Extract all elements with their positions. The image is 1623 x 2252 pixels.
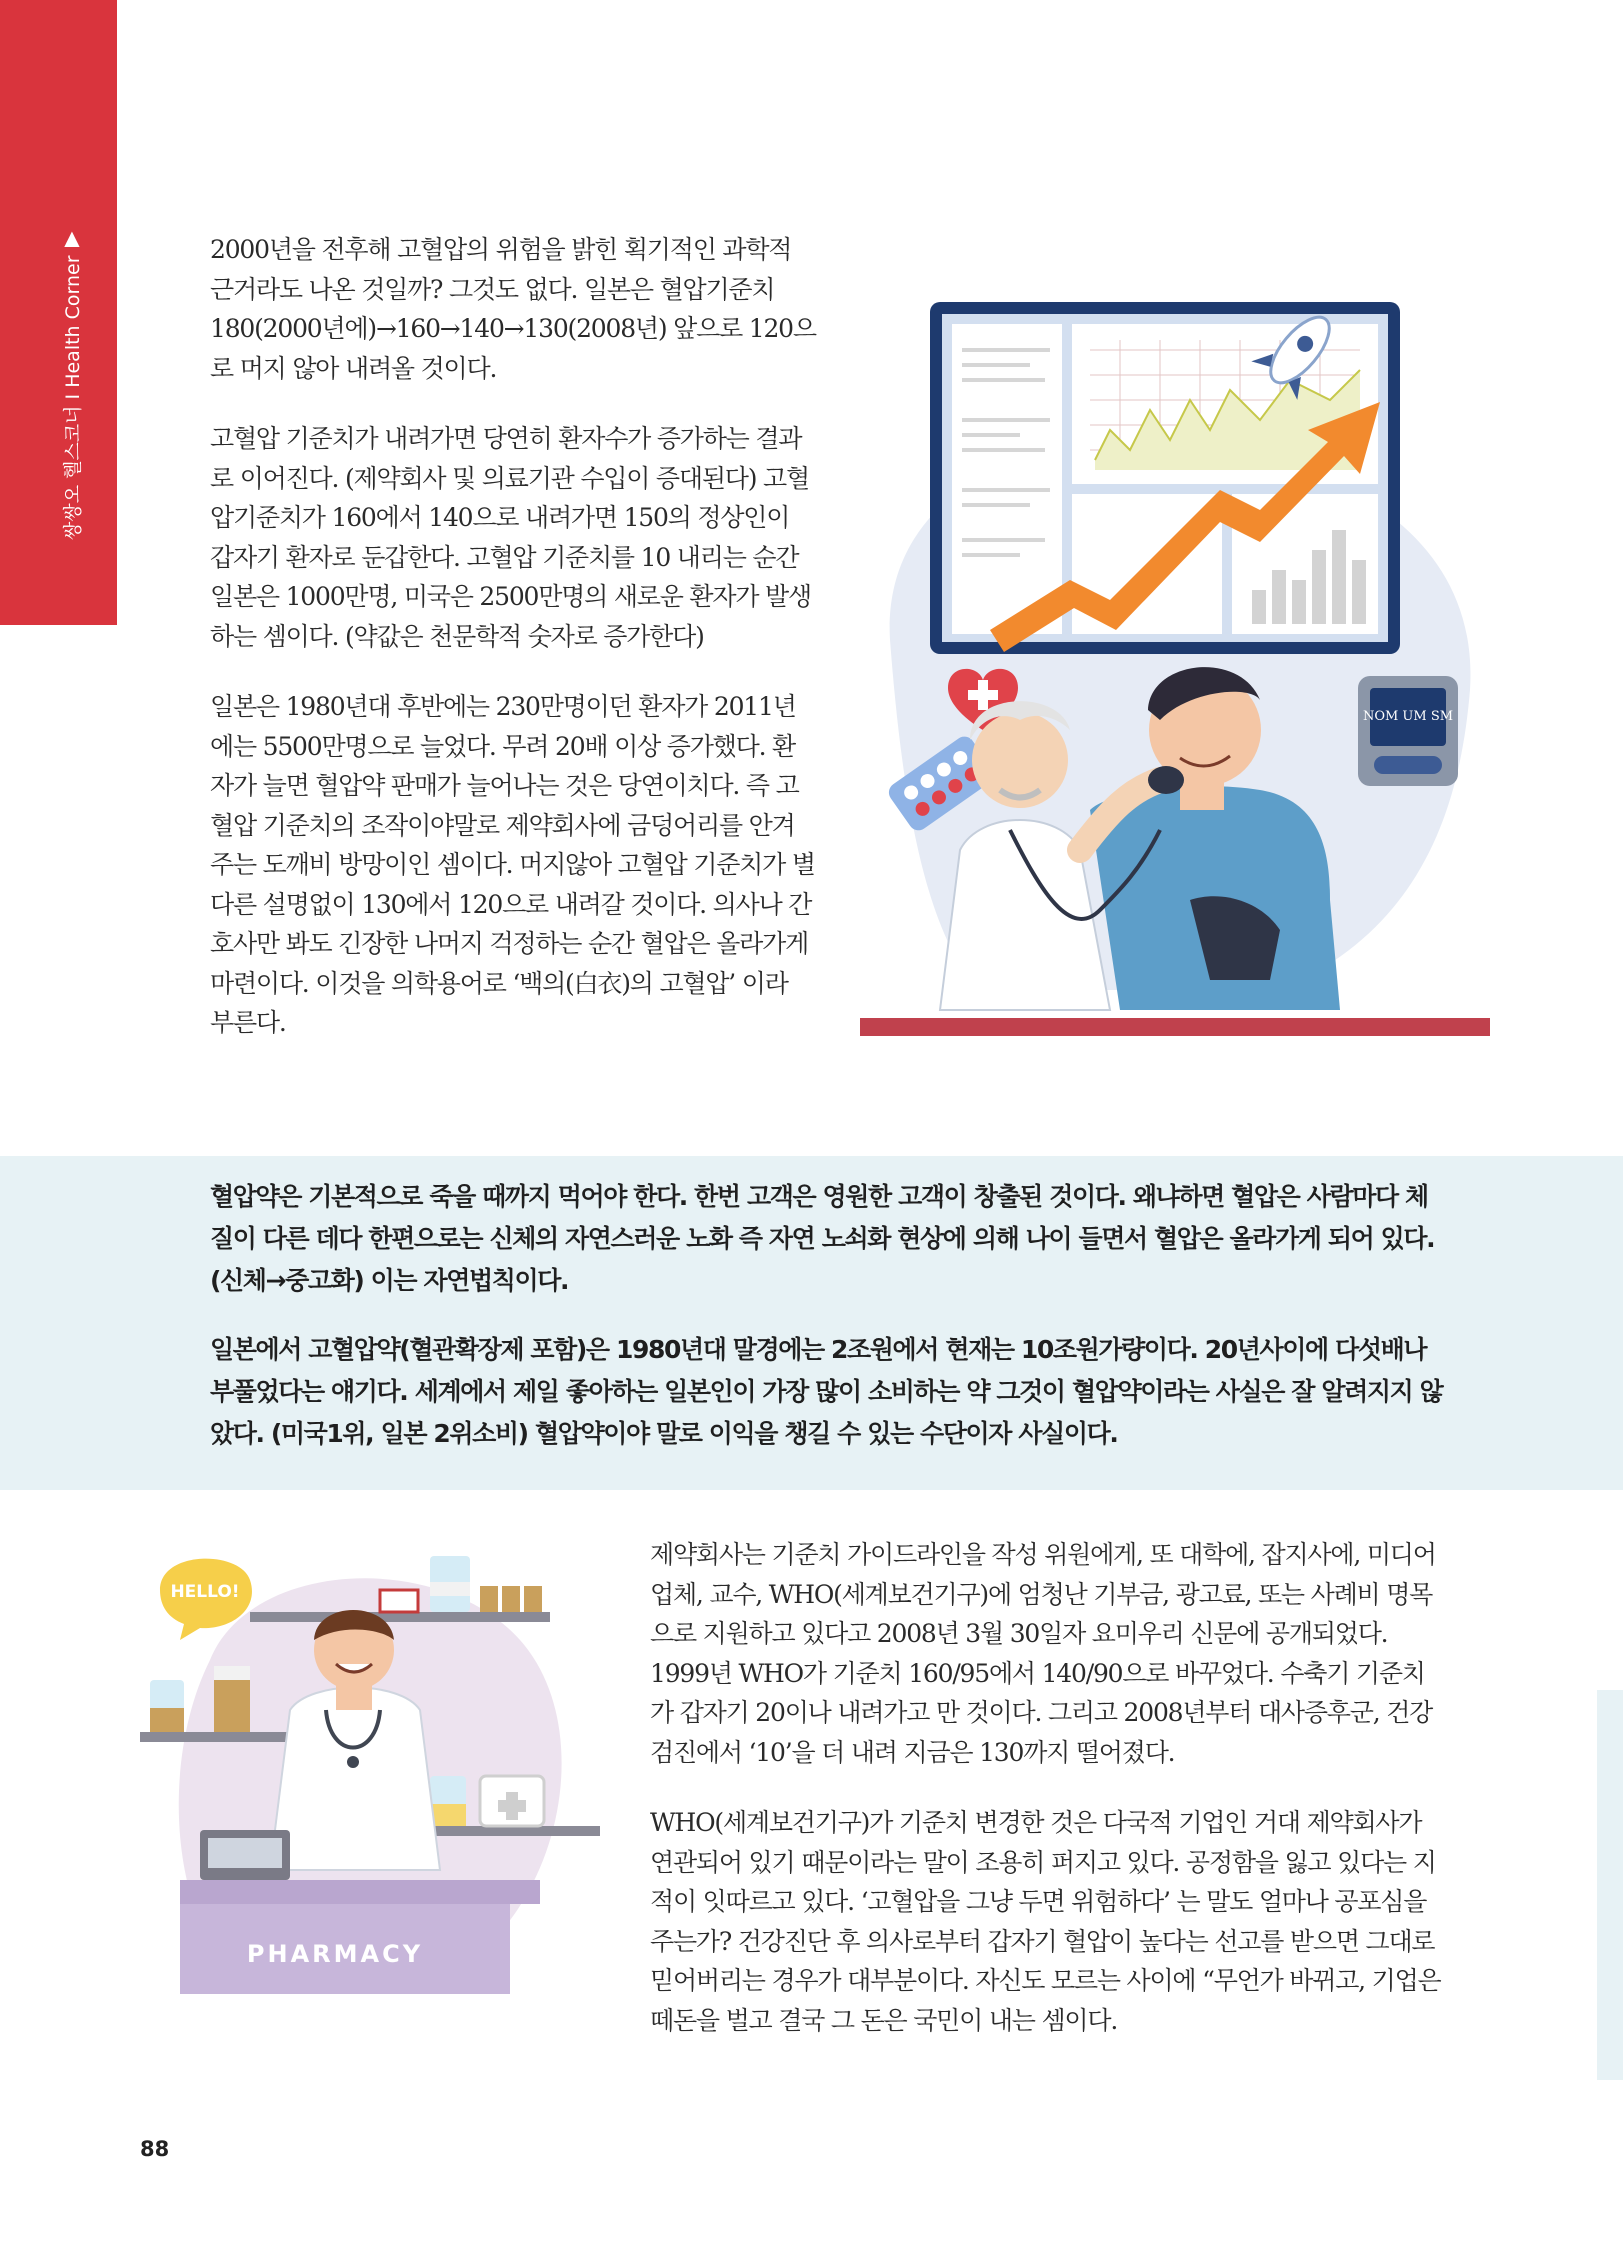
paragraph: 2000년을 전후해 고혈압의 위험을 밝힌 획기적인 과학적 근거라도 나온 것일까? 그것도 없다. 일본은 혈압기준치 180(2000년에)→160→140→130(2008년) 앞으로 120으로 머지 않아 내려올 것이다. [210, 235, 816, 383]
page-number: 88 [140, 2137, 170, 2161]
section-label [58, 225, 85, 540]
monitor-text: NOM UM SM [1362, 709, 1454, 724]
highlight-paragraph: 일본에서 고혈압약(혈관확장제 포함)은 1980년대 말경에는 2조원에서 현재는 10조원가량이다. 20년사이에 다섯배나 부풀었다는 얘기다. 세계에서 제일 좋아하는 일본인이 가장 많이 소비하는 약 그것이 혈압약이라는 사실은 잘 알려지지 않았다. (미국1위, 일본 2위소비) 혈압약이야 말로 이익을 챙길 수 있는 수단이자 사실이다. [210, 1335, 1443, 1448]
highlight-paragraph: 혈압약은 기본적으로 죽을 때까지 먹어야 한다. 한번 고객은 영원한 고객이 창출된 것이다. 왜냐하면 혈압은 사람마다 체질이 다른 데다 한편으로는 신체의 자연스러운 노화 즉 자연 노쇠화 현상에 의해 나이 들면서 혈압은 올라가게 되어 있다. (신체→중고화) 이는 자연법칙이다. [210, 1182, 1435, 1295]
edge-bar [1597, 1690, 1623, 2080]
column-3 [650, 1535, 1446, 2071]
paragraph: 제약회사는 기준치 가이드라인을 작성 위원에게, 또 대학에, 잡지사에, 미디어 업체, 교수, WHO(세계보건기구)에 엄청난 기부금, 광고료, 또는 사례비 명목으로 지원하고 있다고 2008년 3월 30일자 요미우리 신문에 공개되었다. 1999년 WHO가 기준치 160/95에서 140/90으로 바꾸었다. 수축기 기준치가 갑자기 20이나 내려가고 만 것이다. 그리고 2008년부터 대사증후군, 건강검진에서 ‘10’을 더 내려 지금은 130까지 떨어졌다. [650, 1540, 1436, 1767]
pharmacy-sign: PHARMACY [246, 1940, 424, 1968]
highlight-text [210, 1176, 1446, 1482]
pharmacist-illustration [140, 1540, 600, 2020]
home-icon: ▲ [63, 225, 80, 250]
column-1 [210, 230, 816, 1074]
paragraph: WHO(세계보건기구)가 기준치 변경한 것은 다국적 기업인 거대 제약회사가 연관되어 있기 때문이라는 말이 조용히 퍼지고 있다. 공정함을 잃고 있다는 지적이 잇따르고 있다. ‘고혈압을 그냥 두면 위험하다’ 는 말도 얼마나 공포심을 주는가? 건강진단 후 의사로부터 갑자기 혈압이 높다는 선고를 받으면 그대로 믿어버리는 경우가 대부분이다. 자신도 모르는 사이에 “무언가 바뀌고, 기업은 떼돈을 벌고 결국 그 돈은 국민이 내는 셈이다. [650, 1808, 1441, 2035]
doctor-blood-pressure-illustration [860, 290, 1490, 1050]
paragraph: 일본은 1980년대 후반에는 230만명이던 환자가 2011년에는 5500만명으로 늘었다. 무려 20배 이상 증가했다. 환자가 늘면 혈압약 판매가 늘어나는 것은 당연이치다. 즉 고혈압 기준치의 조작이야말로 제약회사에 금덩어리를 안겨주는 도깨비 방망이인 셈이다. 머지않아 고혈압 기준치가 별다른 설명없이 130에서 120으로 내려갈 것이다. 의사나 간호사만 봐도 긴장한 나머지 걱정하는 순간 혈압은 올라가게 마련이다. 이것을 의학용어로 ‘백의(白衣)의 고혈압’ 이라 부른다. [210, 692, 815, 1037]
section-label-text: 쌍쌍오 헬스코너 I Health Corner [62, 255, 84, 540]
hello-bubble-text: HELLO! [170, 1582, 240, 1602]
paragraph: 고혈압 기준치가 내려가면 당연히 환자수가 증가하는 결과로 이어진다. (제약회사 및 의료기관 수입이 증대된다) 고혈압기준치가 160에서 140으로 내려가면 150의 정상인이 갑자기 환자로 둔갑한다. 고혈압 기준치를 10 내리는 순간 일본은 1000만명, 미국은 2500만명의 새로운 환자가 발생하는 셈이다. (약값은 천문학적 숫자로 증가한다) [210, 424, 811, 651]
